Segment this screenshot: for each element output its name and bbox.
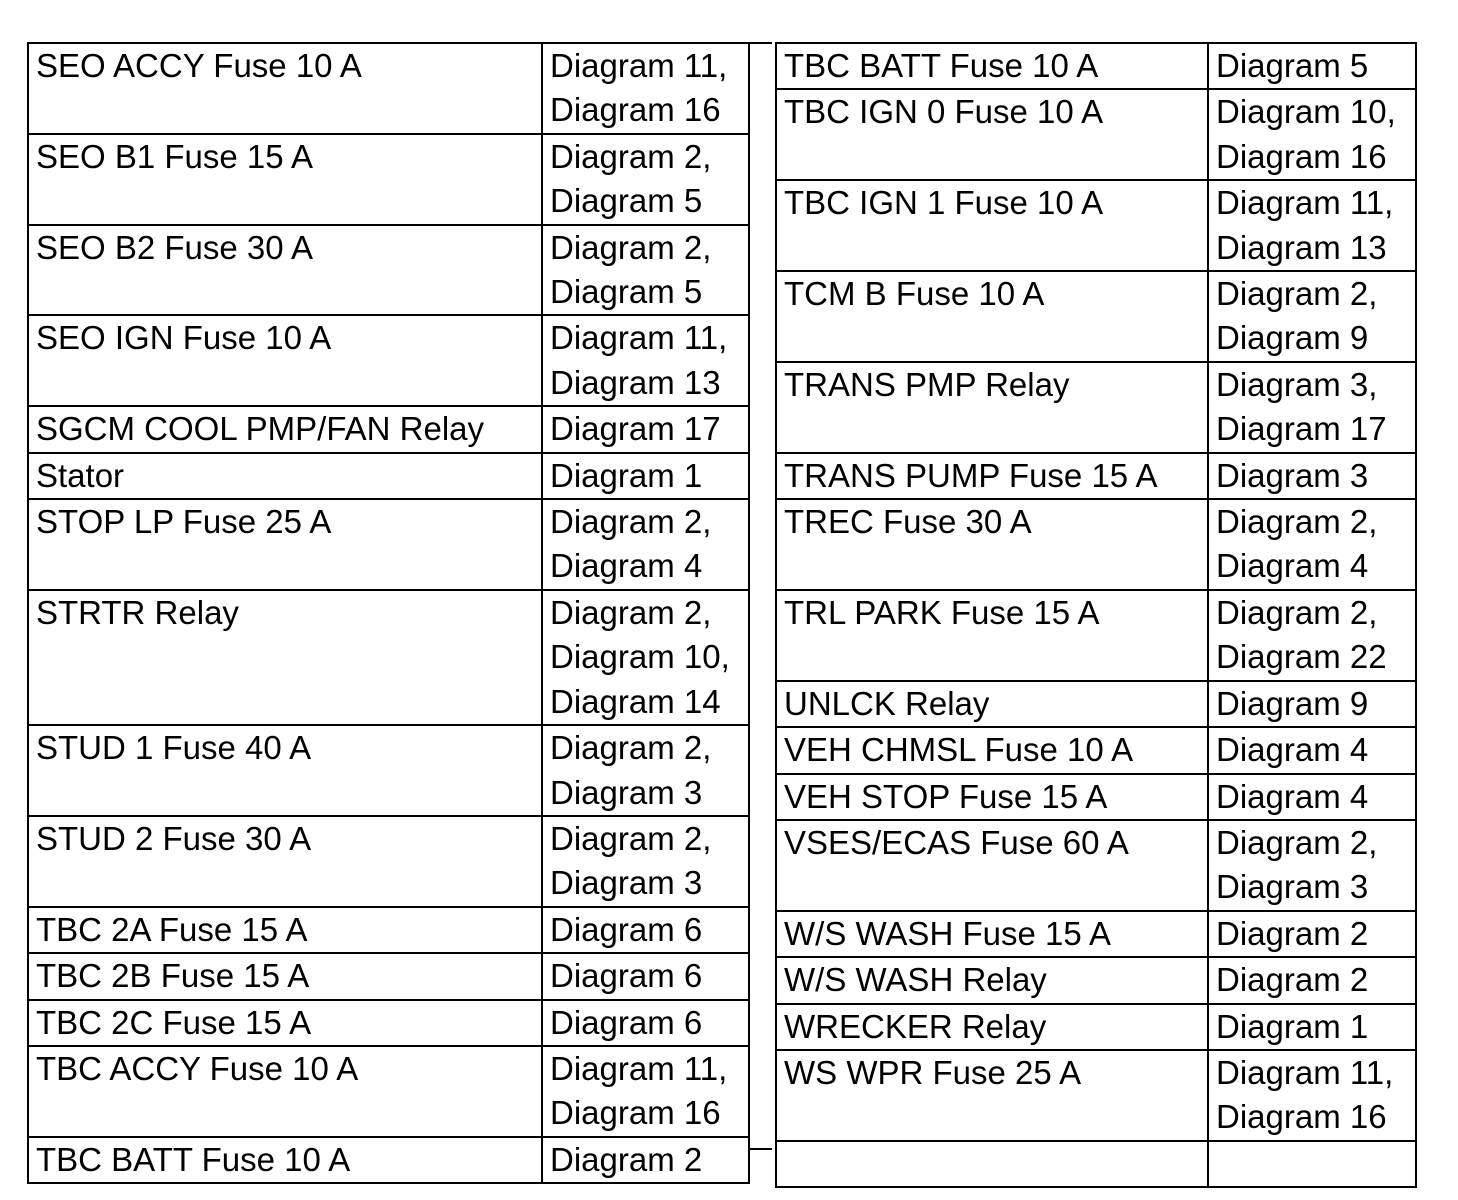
diagram-reference-cell (542, 315, 749, 406)
component-index-table-left (27, 42, 750, 1184)
diagram-reference-cell (542, 225, 749, 316)
diagram-reference-cell (542, 907, 749, 953)
diagram-reference: Diagram 2 (1216, 914, 1369, 952)
table-row (776, 590, 1416, 681)
table-row (776, 1004, 1416, 1050)
component-name-cell: TBC 2C Fuse 15 A (28, 1000, 542, 1046)
table-row (776, 89, 1416, 180)
table-row (28, 225, 749, 316)
diagram-reference: Diagram 5 (550, 273, 703, 311)
diagram-reference: Diagram 9 (1216, 319, 1369, 357)
diagram-reference-cell (1208, 681, 1416, 727)
table-row (28, 499, 749, 590)
diagram-reference: Diagram 3 (1216, 456, 1369, 494)
diagram-reference-cell (542, 1046, 749, 1137)
diagram-reference-cell (1208, 820, 1416, 911)
diagram-reference: Diagram 1 (550, 456, 703, 494)
diagram-reference: Diagram 2, (550, 593, 712, 631)
component-name-cell: VSES/ECAS Fuse 60 A (776, 820, 1208, 911)
diagram-reference-cell (1208, 1050, 1416, 1141)
diagram-reference-cell (542, 134, 749, 225)
diagram-reference: Diagram 2, (1216, 275, 1378, 313)
table-row (28, 453, 749, 499)
diagram-reference-cell (1208, 1004, 1416, 1050)
table-row (776, 43, 1416, 89)
diagram-reference-cell (1208, 590, 1416, 681)
diagram-reference: Diagram 17 (550, 410, 721, 448)
diagram-reference-cell (1208, 89, 1416, 180)
diagram-reference-cell (542, 453, 749, 499)
diagram-reference-cell (1208, 43, 1416, 89)
component-name-cell: SEO B2 Fuse 30 A (28, 225, 542, 316)
component-name-cell: WRECKER Relay (776, 1004, 1208, 1050)
table-row (776, 727, 1416, 773)
diagram-reference-cell (542, 1000, 749, 1046)
diagram-reference: Diagram 4 (1216, 547, 1369, 585)
diagram-reference-cell (1208, 453, 1416, 499)
diagram-reference: Diagram 16 (1216, 1098, 1387, 1136)
diagram-reference: Diagram 2, (550, 228, 712, 266)
diagram-reference-cell (542, 499, 749, 590)
diagram-reference-cell (1208, 774, 1416, 820)
diagram-reference: Diagram 13 (1216, 228, 1387, 266)
diagram-reference-cell (542, 406, 749, 452)
diagram-reference: Diagram 2, (550, 503, 712, 541)
diagram-reference-cell (542, 590, 749, 725)
component-name-cell: TCM B Fuse 10 A (776, 271, 1208, 362)
component-name-cell: TBC BATT Fuse 10 A (776, 43, 1208, 89)
component-name-cell: WS WPR Fuse 25 A (776, 1050, 1208, 1141)
diagram-reference: Diagram 11, (550, 47, 728, 84)
component-name-cell: TBC IGN 1 Fuse 10 A (776, 180, 1208, 271)
table-row (776, 957, 1416, 1003)
diagram-reference-cell (1208, 180, 1416, 271)
diagram-reference: Diagram 2 (1216, 961, 1369, 999)
component-name-cell: TRANS PMP Relay (776, 362, 1208, 453)
table-row (776, 180, 1416, 271)
diagram-reference: Diagram 2, (1216, 823, 1378, 861)
table-row (776, 774, 1416, 820)
diagram-reference: Diagram 4 (550, 547, 703, 585)
component-name-cell: TBC 2B Fuse 15 A (28, 953, 542, 999)
diagram-reference: Diagram 4 (1216, 731, 1369, 769)
diagram-reference: Diagram 17 (1216, 410, 1387, 448)
diagram-reference: Diagram 2, (1216, 503, 1378, 541)
component-name-cell: W/S WASH Fuse 15 A (776, 911, 1208, 957)
diagram-reference: Diagram 2 (550, 1140, 703, 1178)
table-row (28, 134, 749, 225)
diagram-reference (1216, 1142, 1415, 1186)
diagram-reference-cell (1208, 362, 1416, 453)
diagram-reference: Diagram 11, (1216, 184, 1394, 222)
diagram-reference-cell (542, 725, 749, 816)
diagram-reference: Diagram 14 (550, 682, 721, 720)
diagram-reference-cell (542, 816, 749, 907)
diagram-reference: Diagram 13 (550, 363, 721, 401)
diagram-reference: Diagram 3, (1216, 365, 1378, 403)
table-row (28, 406, 749, 452)
component-name-cell (776, 1141, 1208, 1187)
component-name-cell: UNLCK Relay (776, 681, 1208, 727)
component-name-cell: TREC Fuse 30 A (776, 499, 1208, 590)
diagram-reference: Diagram 11, (1216, 1053, 1394, 1091)
diagram-reference-cell (542, 43, 749, 134)
component-name-cell: STRTR Relay (28, 590, 542, 725)
diagram-reference: Diagram 2, (550, 137, 712, 175)
component-name-cell: TRANS PUMP Fuse 15 A (776, 453, 1208, 499)
diagram-reference: Diagram 22 (1216, 638, 1387, 676)
table-right-body (776, 43, 1416, 1187)
component-name-cell: Stator (28, 453, 542, 499)
diagram-reference-cell (1208, 957, 1416, 1003)
diagram-reference-cell (542, 953, 749, 999)
diagram-reference: Diagram 3 (1216, 868, 1369, 906)
table-row (776, 362, 1416, 453)
diagram-reference: Diagram 2, (1216, 593, 1378, 631)
diagram-reference: Diagram 6 (550, 1003, 703, 1041)
diagram-reference-cell (1208, 1141, 1416, 1187)
diagram-reference: Diagram 2, (550, 819, 712, 857)
table-row (28, 1046, 749, 1137)
diagram-reference-cell (1208, 499, 1416, 590)
diagram-reference: Diagram 5 (1216, 47, 1369, 84)
diagram-reference: Diagram 10, (1216, 93, 1396, 131)
component-name-cell: SEO ACCY Fuse 10 A (28, 43, 542, 134)
component-name-cell: TBC IGN 0 Fuse 10 A (776, 89, 1208, 180)
component-name-cell: SGCM COOL PMP/FAN Relay (28, 406, 542, 452)
diagram-reference: Diagram 4 (1216, 777, 1369, 815)
table-row (28, 43, 749, 134)
diagram-reference-cell (1208, 911, 1416, 957)
diagram-reference: Diagram 16 (550, 1094, 721, 1132)
component-name-cell: W/S WASH Relay (776, 957, 1208, 1003)
component-name-cell: SEO B1 Fuse 15 A (28, 134, 542, 225)
component-name-cell: TRL PARK Fuse 15 A (776, 590, 1208, 681)
component-name-cell: SEO IGN Fuse 10 A (28, 315, 542, 406)
component-index-table-right (775, 42, 1417, 1188)
diagram-reference: Diagram 6 (550, 910, 703, 948)
component-name-cell: VEH CHMSL Fuse 10 A (776, 727, 1208, 773)
table-row (776, 499, 1416, 590)
component-name-cell: TBC ACCY Fuse 10 A (28, 1046, 542, 1137)
table-row (28, 1137, 749, 1183)
diagram-reference-cell (1208, 727, 1416, 773)
table-row (776, 681, 1416, 727)
table-row (28, 816, 749, 907)
diagram-reference: Diagram 9 (1216, 684, 1369, 722)
table-row (28, 907, 749, 953)
table-row (28, 725, 749, 816)
table-row (776, 453, 1416, 499)
column-divider (750, 42, 772, 1150)
table-row (776, 1050, 1416, 1141)
component-name-cell: STUD 2 Fuse 30 A (28, 816, 542, 907)
table-row (28, 590, 749, 725)
component-name-cell: VEH STOP Fuse 15 A (776, 774, 1208, 820)
table-row (28, 315, 749, 406)
table-row (776, 911, 1416, 957)
diagram-reference: Diagram 11, (550, 319, 728, 357)
diagram-reference: Diagram 1 (1216, 1007, 1369, 1045)
table-row (28, 1000, 749, 1046)
diagram-reference: Diagram 3 (550, 773, 703, 811)
table-row (776, 271, 1416, 362)
component-name-cell: STOP LP Fuse 25 A (28, 499, 542, 590)
diagram-reference: Diagram 16 (1216, 137, 1387, 175)
diagram-reference: Diagram 3 (550, 864, 703, 902)
table-row (28, 953, 749, 999)
diagram-reference: Diagram 16 (550, 91, 721, 129)
diagram-reference: Diagram 10, (550, 638, 730, 676)
component-name-cell: TBC BATT Fuse 10 A (28, 1137, 542, 1183)
table-left-body (28, 43, 749, 1183)
component-name-cell: STUD 1 Fuse 40 A (28, 725, 542, 816)
diagram-reference: Diagram 2, (550, 729, 712, 767)
diagram-reference: Diagram 6 (550, 957, 703, 995)
table-row (776, 1141, 1416, 1187)
component-name-cell: TBC 2A Fuse 15 A (28, 907, 542, 953)
diagram-reference-cell (1208, 271, 1416, 362)
table-row (776, 820, 1416, 911)
diagram-reference: Diagram 11, (550, 1049, 728, 1087)
diagram-reference: Diagram 5 (550, 182, 703, 220)
diagram-reference-cell (542, 1137, 749, 1183)
